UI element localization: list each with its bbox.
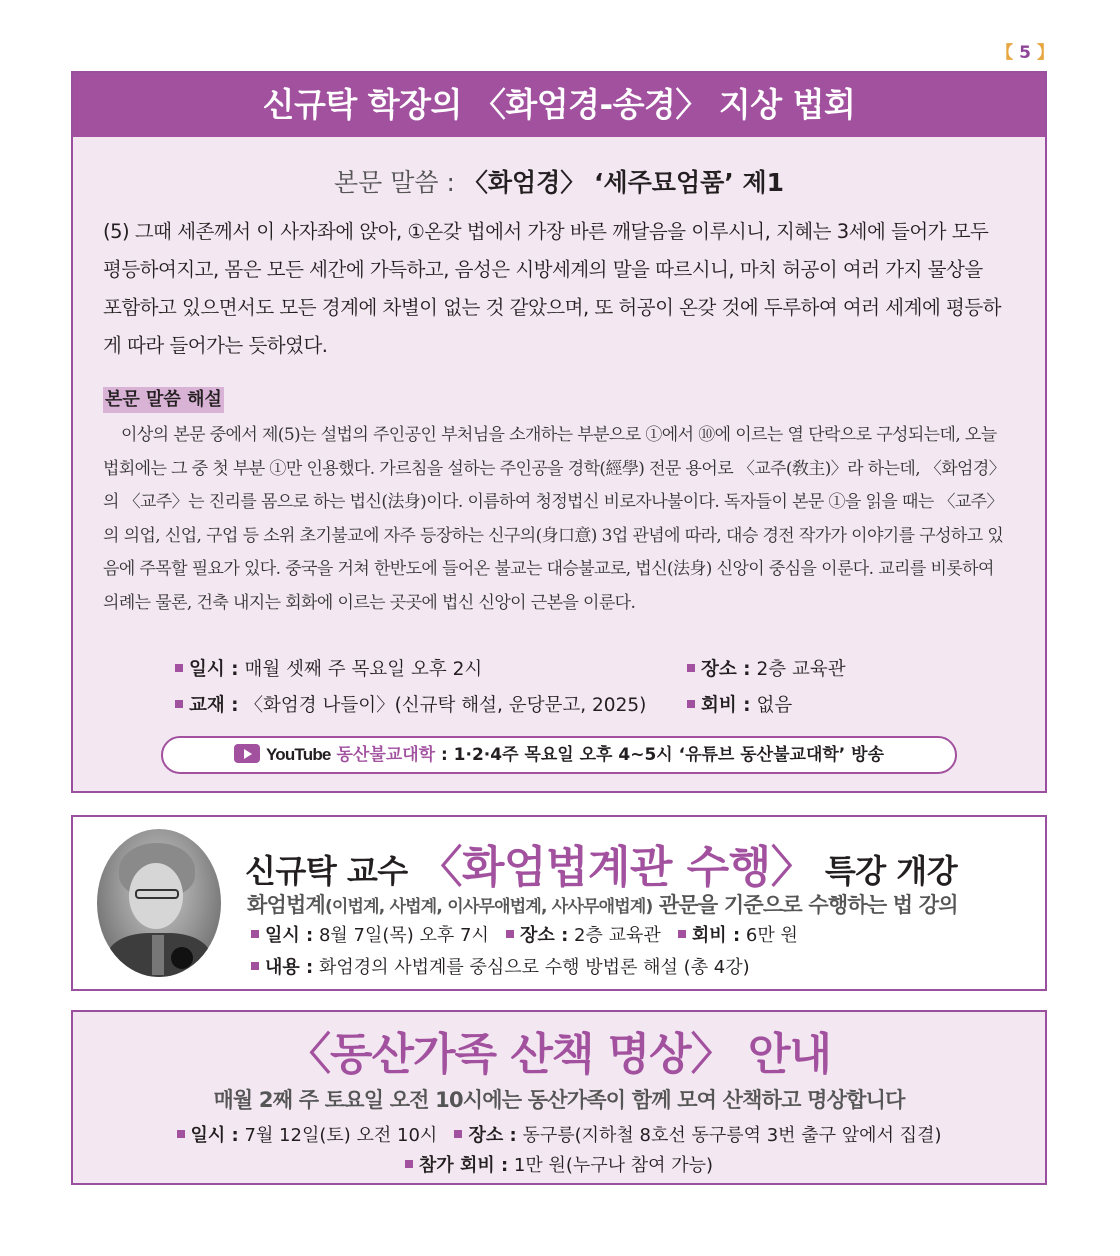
- lecture-content-label: 내용 :: [265, 957, 314, 978]
- bullet-square-icon: [454, 1130, 462, 1138]
- info-fee-value: 없음: [750, 695, 793, 716]
- info-fee: [687, 691, 792, 717]
- meditation-date-label: 일시 :: [190, 1125, 239, 1146]
- youtube-play-icon: [234, 744, 260, 763]
- info-place: [687, 655, 846, 681]
- lecture-content-value: 화엄경의 사법계를 중심으로 수행 방법론 해설 (총 4강): [313, 957, 750, 978]
- bullet-square-icon: [175, 700, 183, 708]
- youtube-schedule: : 1·2·4주 목요일 오후 4~5시 ‘유튜브 동산불교대학’ 방송: [435, 745, 885, 765]
- bullet-square-icon: [687, 700, 695, 708]
- page-number: 【 5 】: [996, 43, 1054, 63]
- info-fee-label: 회비 :: [701, 695, 751, 716]
- walking-meditation-panel: [71, 1010, 1047, 1185]
- meditation-fee: [73, 1151, 1045, 1177]
- meditation-fee-value: 1만 원(누구나 참여 가능): [508, 1155, 714, 1176]
- professor-photo: [97, 829, 221, 977]
- meditation-title: 〈동산가족 산책 명상〉 안내: [287, 1029, 831, 1080]
- dharma-assembly-panel: [71, 71, 1047, 793]
- bullet-square-icon: [177, 1130, 185, 1138]
- lecture-title-pre: 신규탁 교수: [245, 852, 419, 890]
- lecture-subtitle-a: 화엄법계: [247, 893, 325, 917]
- lecture-title-main: 〈화엄법계관 수행〉: [418, 842, 815, 893]
- youtube-brand: YouTube: [265, 745, 331, 764]
- lecture-title-post: 특강 개강: [814, 852, 958, 890]
- explanation-title: 본문 말씀 해설: [103, 387, 224, 413]
- youtube-broadcast-banner: [161, 736, 957, 774]
- bullet-square-icon: [687, 664, 695, 672]
- meditation-date-value: 7월 12일(토) 오전 10시: [238, 1125, 438, 1146]
- lecture-subtitle-c: 관문을 기준으로 수행하는 법 강의: [652, 893, 958, 917]
- lecture-place-value: 2층 교육관: [568, 925, 661, 946]
- bullet-square-icon: [251, 930, 259, 938]
- bullet-square-icon: [506, 930, 514, 938]
- scripture-passage: (5) 그때 세존께서 이 사자좌에 앉아, ①온갖 법에서 가장 바른 깨달음을 이루시니, 지혜는 3세에 들어가 모두 평등하여지고, 몸은 모든 세간에 가득하고, 음성은 시방세계의 말을 따르시니, 마치 허공이 여러 가지 물상을 포함하고 있으면서도 모든 경계에 차별이 없는 것 같았으며, 또 허공이 온갖 것에 두루하여 여러 세계에 평등하게 따라 들어가는 듯하였다.: [103, 220, 1002, 357]
- lecture-date-label: 일시 :: [265, 925, 314, 946]
- youtube-channel: 동산불교대학: [336, 745, 436, 765]
- info-place-label: 장소 :: [701, 659, 751, 680]
- info-date: [175, 655, 482, 681]
- info-textbook: [175, 691, 646, 717]
- lecture-date-value: 8월 7일(목) 오후 7시: [313, 925, 489, 946]
- lecture-details: [251, 921, 798, 947]
- lecture-fee-label: 회비 :: [691, 925, 741, 946]
- lecture-subtitle-b: (이법계, 사법계, 이사무애법계, 사사무애법계): [324, 897, 653, 917]
- lecture-place-label: 장소 :: [520, 925, 569, 946]
- lecture-content: [251, 953, 750, 979]
- meditation-place-label: 장소 :: [468, 1125, 517, 1146]
- explanation-text: 이상의 본문 중에서 제(5)는 설법의 주인공인 부처님을 소개하는 부분으로 ①에서 ⑩에 이르는 열 단락으로 구성되는데, 오늘 법회에는 그 중 첫 부분 ①만 인용했다. 가르침을 설하는 주인공을 경학(經學) 전문 용어로 〈교주(敎主)〉라 하는데, 〈화엄경〉의 〈교주〉는 진리를 몸으로 하는 법신(法身)이다. 이름하여 청정법신 비로자나불이다. 독자들이 본문 ①을 읽을 때는 〈교주〉의 의업, 신업, 구업 등 소위 초기불교에 자주 등장하는 신구의(身口意) 3업 관념에 따라, 대승 경전 작가가 이야기를 구성하고 있음에 주목할 필요가 있다. 중국을 거쳐 한반도에 들어온 불교는 대승불교로, 법신(法身) 신앙이 중심을 이룬다. 교리를 비롯하여 의례는 물론, 건축 내지는 회화에 이르는 곳곳에 법신 신앙이 근본을 이룬다.: [103, 425, 1004, 613]
- lecture-title: [245, 831, 957, 895]
- meditation-place-value: 동구릉(지하철 8호선 동구릉역 3번 출구 앞에서 집결): [516, 1125, 942, 1146]
- scripture-heading-prefix: 본문 말씀 :: [333, 168, 463, 197]
- meditation-details: [73, 1121, 1045, 1147]
- bullet-square-icon: [175, 664, 183, 672]
- info-place-value: 2층 교육관: [750, 659, 846, 680]
- scripture-heading-title: 〈화엄경〉 ‘세주묘엄품’ 제1: [462, 168, 785, 197]
- scripture-heading: [73, 163, 1045, 199]
- bullet-square-icon: [678, 930, 686, 938]
- dharma-assembly-title: 신규탁 학장의 〈화엄경-송경〉 지상 법회: [73, 73, 1045, 137]
- bullet-square-icon: [251, 962, 259, 970]
- info-date-value: 매월 셋째 주 목요일 오후 2시: [238, 659, 483, 680]
- info-textbook-label: 교재 :: [189, 695, 239, 716]
- lecture-subtitle: [247, 889, 958, 919]
- meditation-subtitle: 매월 2째 주 토요일 오전 10시에는 동산가족이 함께 모여 산책하고 명상합니다: [213, 1088, 905, 1112]
- bullet-square-icon: [405, 1160, 413, 1168]
- special-lecture-panel: [71, 815, 1047, 991]
- lecture-fee-value: 6만 원: [740, 925, 798, 946]
- meditation-fee-label: 참가 회비 :: [418, 1155, 509, 1176]
- info-textbook-value: 〈화엄경 나들이〉(신규탁 해설, 운당문고, 2025): [238, 695, 647, 716]
- info-date-label: 일시 :: [189, 659, 239, 680]
